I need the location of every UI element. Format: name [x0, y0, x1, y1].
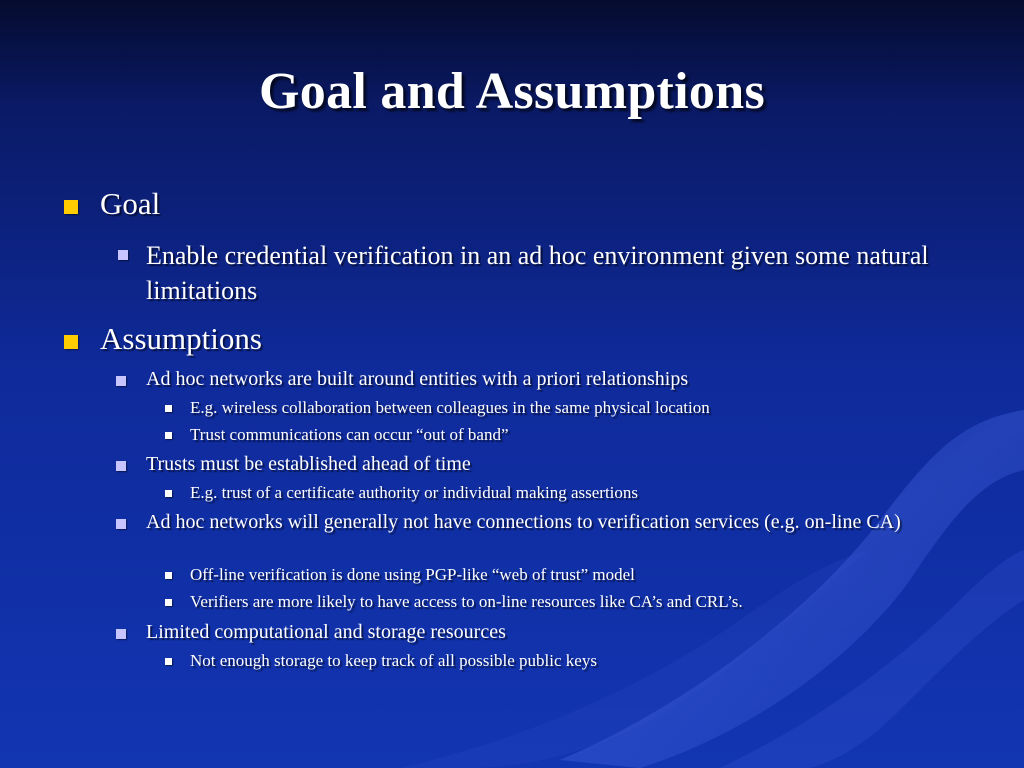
white-square-bullet-icon [165, 572, 172, 579]
assumption-item: Trusts must be established ahead of time [146, 453, 471, 475]
assumptions-heading: Assumptions [100, 321, 262, 356]
assumption-subitem: Not enough storage to keep track of all possible public keys [190, 651, 597, 670]
assumption-subitem: Trust communications can occur “out of band” [190, 425, 509, 444]
assumption-item: Limited computational and storage resources [146, 621, 506, 643]
goal-heading: Goal [100, 186, 161, 221]
lavender-square-bullet-icon [116, 519, 126, 529]
lavender-square-bullet-icon [118, 250, 128, 260]
lavender-square-bullet-icon [116, 376, 126, 386]
lavender-square-bullet-icon [116, 461, 126, 471]
yellow-square-bullet-icon [64, 200, 78, 214]
white-square-bullet-icon [165, 405, 172, 412]
assumption-subitem: Verifiers are more likely to have access to on-line resources like CA’s and CRL’s. [190, 592, 743, 611]
assumption-item: Ad hoc networks will generally not have connections to verification services (e.g. on-line CA) [146, 511, 901, 533]
assumption-subitem: E.g. trust of a certificate authority or individual making assertions [190, 483, 639, 502]
white-square-bullet-icon [165, 432, 172, 439]
white-square-bullet-icon [165, 490, 172, 497]
assumption-item: Ad hoc networks are built around entities with a priori relationships [146, 368, 689, 390]
white-square-bullet-icon [165, 658, 172, 665]
lavender-square-bullet-icon [116, 629, 126, 639]
goal-item: Enable credential verification in an ad hoc environment given some natural limitations [146, 241, 929, 305]
assumption-subitem: Off-line verification is done using PGP-like “web of trust” model [190, 565, 635, 584]
yellow-square-bullet-icon [64, 335, 78, 349]
assumption-subitem: E.g. wireless collaboration between colleagues in the same physical location [190, 398, 710, 417]
slide-title: Goal and Assumptions [259, 63, 765, 120]
white-square-bullet-icon [165, 599, 172, 606]
